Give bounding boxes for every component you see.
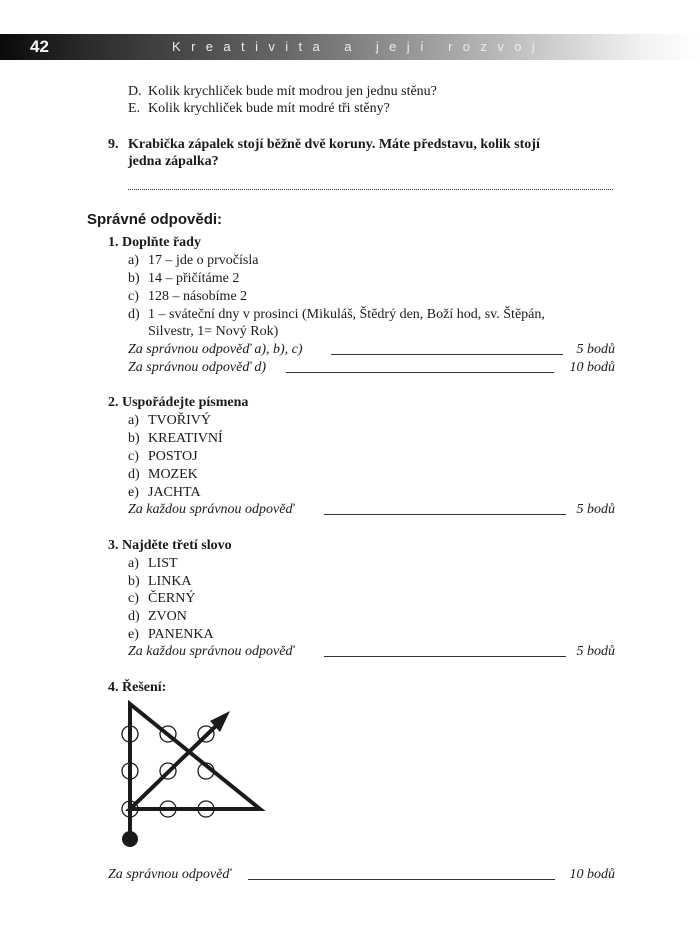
a2-item-c-label: c) bbox=[128, 449, 139, 464]
a2-item-d-label: d) bbox=[128, 467, 140, 482]
a3-item-a-label: a) bbox=[128, 556, 139, 571]
start-point bbox=[122, 831, 138, 847]
a3-item-d-text: ZVON bbox=[148, 609, 187, 624]
a1-item-d-text: 1 – sváteční dny v prosinci (Mikuláš, Štědrý den, Boží hod, sv. Štěpán, bbox=[148, 307, 545, 322]
a1-item-b-text: 14 – přičítáme 2 bbox=[148, 271, 240, 286]
running-title: Kreativita a její rozvoj bbox=[172, 39, 546, 54]
a2-item-a-text: TVOŘIVÝ bbox=[148, 413, 211, 428]
a2-item-b-text: KREATIVNÍ bbox=[148, 431, 223, 446]
a4-score-points: 10 bodů bbox=[569, 867, 615, 882]
q8-item-e-text: Kolik krychliček bude mít modré tři stěny? bbox=[148, 101, 390, 116]
a1-score-d bbox=[128, 359, 615, 376]
q8-item-e bbox=[128, 100, 390, 117]
a2-item-b-label: b) bbox=[128, 431, 140, 446]
a1-score-abc-text: Za správnou odpověď a), b), c) bbox=[128, 342, 303, 357]
q9-number: 9. bbox=[108, 137, 119, 152]
q9-line2: jedna zápalka? bbox=[128, 154, 219, 169]
a1-item-a bbox=[128, 252, 258, 269]
page-number: 42 bbox=[30, 37, 49, 56]
a1-item-b bbox=[128, 270, 239, 287]
a1-title: 1. Doplňte řady bbox=[108, 235, 201, 250]
q8-item-d-label: D. bbox=[128, 84, 142, 99]
a1-item-d-label: d) bbox=[128, 307, 140, 322]
a4-title: 4. Řešení: bbox=[108, 680, 167, 695]
a3-item-a-text: LIST bbox=[148, 556, 178, 571]
a3-score-text: Za každou správnou odpověď bbox=[128, 644, 295, 659]
a2-item-c bbox=[128, 448, 198, 465]
a3-item-b bbox=[128, 573, 192, 590]
a1-score-abc-rule bbox=[331, 354, 563, 355]
a3-item-e bbox=[128, 626, 214, 643]
q8-item-d-text: Kolik krychliček bude mít modrou jen jednu stěnu? bbox=[148, 84, 437, 99]
a1-score-abc-points: 5 bodů bbox=[576, 342, 615, 357]
a2-item-d bbox=[128, 466, 198, 483]
a2-item-a-label: a) bbox=[128, 413, 139, 428]
a4-score-text: Za správnou odpověď bbox=[108, 867, 231, 882]
a3-score bbox=[128, 643, 615, 660]
a1-item-c-label: c) bbox=[128, 289, 139, 304]
a1-item-c-text: 128 – násobíme 2 bbox=[148, 289, 248, 304]
a3-item-d bbox=[128, 608, 187, 625]
a1-score-d-rule bbox=[286, 372, 554, 373]
a1-item-b-label: b) bbox=[128, 271, 140, 286]
a3-title: 3. Najděte třetí slovo bbox=[108, 538, 232, 553]
a1-item-c bbox=[128, 288, 247, 305]
a2-item-e bbox=[128, 484, 201, 501]
a3-item-e-label: e) bbox=[128, 627, 139, 642]
a3-score-points: 5 bodů bbox=[576, 644, 615, 659]
a3-item-b-label: b) bbox=[128, 574, 140, 589]
a1-item-a-text: 17 – jde o prvočísla bbox=[148, 253, 259, 268]
a2-item-e-label: e) bbox=[128, 485, 139, 500]
a1-item-d-continuation: Silvestr, 1= Nový Rok) bbox=[148, 324, 279, 339]
a3-item-c bbox=[128, 590, 195, 607]
q9-line1: Krabička zápalek stojí běžně dvě koruny. Máte představu, kolik stojí bbox=[128, 137, 540, 152]
q9-answer-line bbox=[128, 189, 613, 190]
nine-dots-solution-diagram bbox=[112, 700, 272, 855]
a3-item-e-text: PANENKA bbox=[148, 627, 214, 642]
a2-item-a bbox=[128, 412, 211, 429]
a4-score bbox=[108, 866, 615, 883]
q8-item-e-label: E. bbox=[128, 101, 141, 116]
a2-score-rule bbox=[324, 514, 566, 515]
a2-item-b bbox=[128, 430, 223, 447]
q8-item-d bbox=[128, 83, 437, 100]
a2-item-c-text: POSTOJ bbox=[148, 449, 198, 464]
a3-item-d-label: d) bbox=[128, 609, 140, 624]
solution-path bbox=[130, 704, 260, 838]
a4-score-rule bbox=[248, 879, 555, 880]
a1-score-d-points: 10 bodů bbox=[569, 360, 615, 375]
a3-item-a bbox=[128, 555, 178, 572]
a1-item-a-label: a) bbox=[128, 253, 139, 268]
a3-item-c-label: c) bbox=[128, 591, 139, 606]
a2-score-text: Za každou správnou odpověď bbox=[128, 502, 295, 517]
a2-item-e-text: JACHTA bbox=[148, 485, 201, 500]
a3-item-b-text: LINKA bbox=[148, 574, 192, 589]
a1-item-d bbox=[128, 306, 545, 323]
answers-title: Správné odpovědi: bbox=[87, 211, 223, 228]
a3-item-c-text: ČERNÝ bbox=[148, 591, 196, 606]
a2-title: 2. Uspořádejte písmena bbox=[108, 395, 249, 410]
a2-score-points: 5 bodů bbox=[576, 502, 615, 517]
a1-score-abc bbox=[128, 341, 615, 358]
a2-score bbox=[128, 501, 615, 518]
a3-score-rule bbox=[324, 656, 566, 657]
a2-item-d-text: MOZEK bbox=[148, 467, 198, 482]
a1-score-d-text: Za správnou odpověď d) bbox=[128, 360, 267, 375]
